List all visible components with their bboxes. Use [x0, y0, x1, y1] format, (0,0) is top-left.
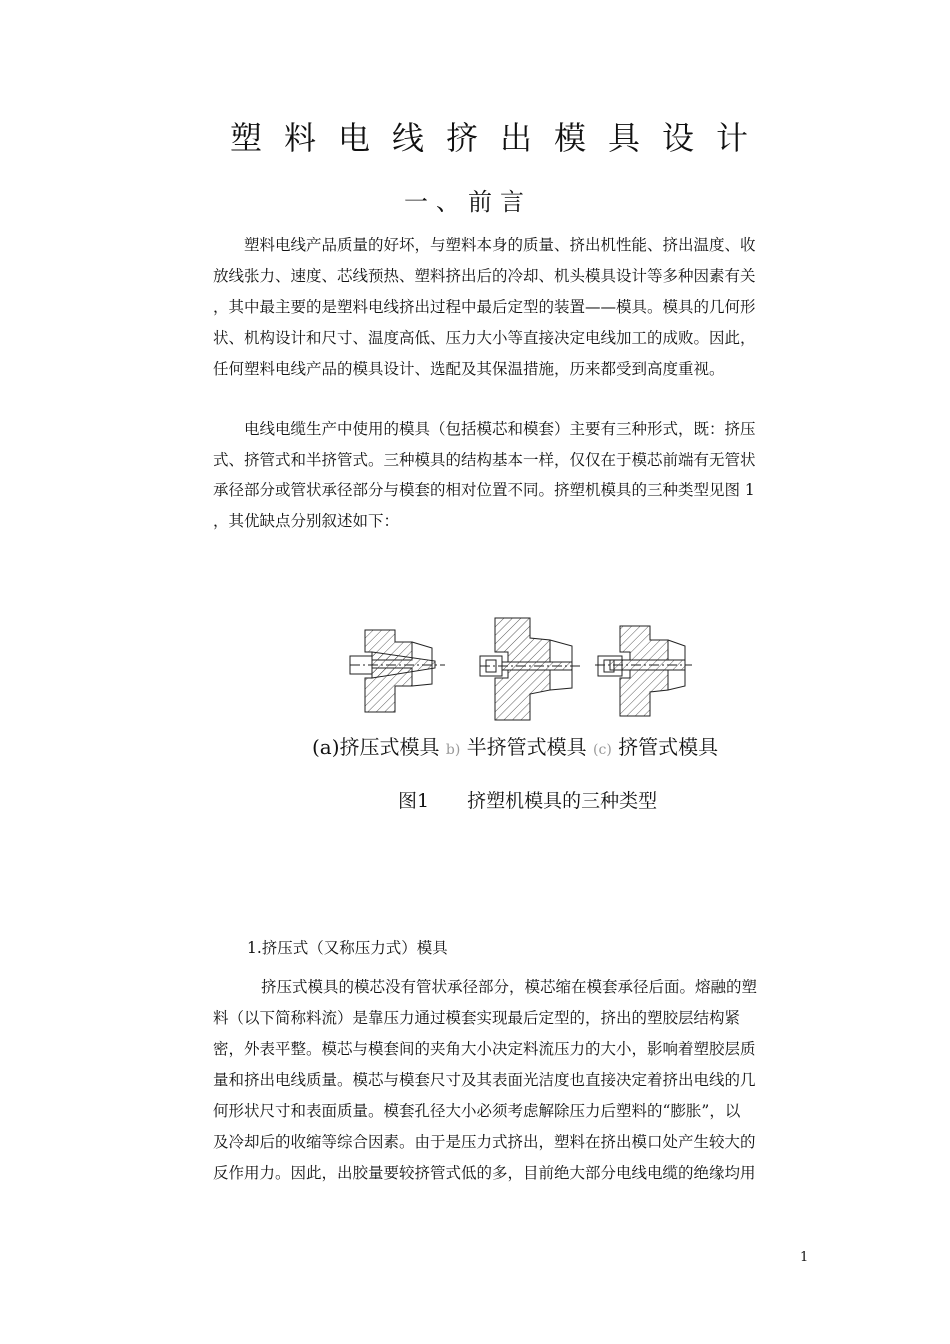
figure-title: 挤塑机模具的三种类型: [467, 790, 658, 812]
paragraph-line: 承径部分或管状承径部分与模套的相对位置不同。挤塑机模具的三种类型见图 1: [213, 481, 755, 499]
paragraph-line: 料（以下简称料流）是靠压力通过模套实现最后定型的，挤出的塑胶层结构紧: [213, 1009, 741, 1027]
paragraph-line: ，其优缺点分别叙述如下：: [213, 511, 400, 530]
figure-caption: [398, 786, 657, 816]
paragraph-line: 塑料电线产品质量的好坏，与塑料本身的质量、挤出机性能、挤出温度、收: [244, 236, 756, 254]
paragraph-line: 式、挤管式和半挤管式。三种模具的结构基本一样，仅仅在于模芯前端有无管状: [213, 450, 756, 469]
paragraph-line: 反作用力。因此，出胶量要较挤管式低的多，目前绝大部分电线电缆的绝缘均用: [213, 1164, 756, 1182]
paragraph-line: 密，外表平整。模芯与模套间的夹角大小决定料流压力的大小，影响着塑胶层质: [213, 1040, 756, 1058]
mold-drawing-b: [480, 618, 580, 720]
paragraph-intro: [213, 230, 813, 385]
mold-drawing-c: [595, 626, 692, 716]
paragraph-line: 及冷却后的收缩等综合因素。由于是压力式挤出，塑料在挤出模口处产生较大的: [213, 1133, 756, 1151]
caption-c-marker: (c): [593, 742, 612, 758]
paragraph-line: 何形状尺寸和表面质量。模套孔径大小必须考虑解除压力后塑料的“膨胀”，以: [213, 1102, 741, 1120]
paragraph-line: ，其中最主要的是塑料电线挤出过程中最后定型的装置——模具。模具的几何形: [213, 298, 756, 316]
paragraph-line: 任何塑料电线产品的模具设计、选配及其保温措施，历来都受到高度重视。: [213, 360, 725, 378]
subsection-heading: 1.挤压式（又称压力式）模具: [247, 939, 448, 957]
paragraph-mold-types: [213, 414, 813, 536]
section-heading: 一、前言: [404, 188, 532, 216]
caption-b: 半挤管式模具: [466, 735, 587, 759]
caption-c: 挤管式模具: [618, 735, 719, 759]
mold-types-figure: [340, 612, 700, 728]
paragraph-extrusion-mold: [213, 972, 813, 1189]
paragraph-line: 挤压式模具的模芯没有管状承径部分，模芯缩在模套承径后面。熔融的塑: [261, 978, 758, 996]
caption-a: (a)挤压式模具: [312, 735, 440, 759]
paragraph-line: 放线张力、速度、芯线预热、塑料挤出后的冷却、机头模具设计等多种因素有关: [213, 267, 756, 285]
mold-drawing-a: [350, 630, 445, 712]
document-title: 塑料电线挤出模具设计: [229, 119, 770, 157]
paragraph-line: 电线电缆生产中使用的模具（包括模芯和模套）主要有三种形式，既：挤压: [244, 420, 756, 438]
caption-b-marker: b): [445, 742, 461, 758]
figure-subcaptions: [312, 732, 718, 765]
page-number: 1: [800, 1250, 809, 1265]
paragraph-line: 量和挤出电线质量。模芯与模套尺寸及其表面光洁度也直接决定着挤出电线的几: [213, 1071, 756, 1089]
paragraph-line: 状、机构设计和尺寸、温度高低、压力大小等直接决定电线加工的成败。因此，: [213, 329, 756, 347]
figure-number: 图1: [398, 790, 430, 812]
